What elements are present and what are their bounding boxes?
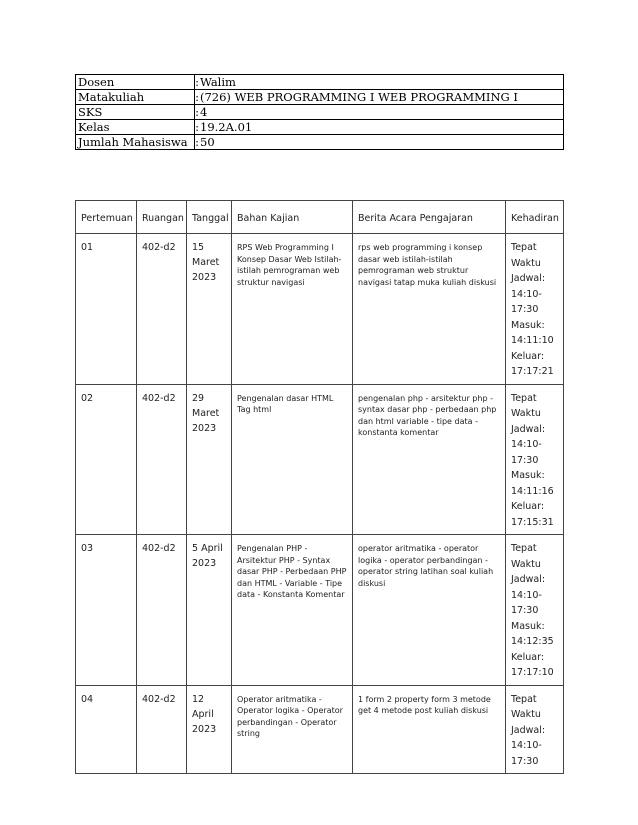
cell-tanggal: 15 Maret 2023 xyxy=(187,234,232,385)
dosen-value: Walim xyxy=(199,75,564,90)
cell-bahan-kajian: RPS Web Programming I Konsep Dasar Web Istilah-istilah pemrograman web struktur navigasi xyxy=(232,234,353,385)
kelas-row xyxy=(76,120,564,135)
table-row xyxy=(76,234,564,385)
table-row xyxy=(76,535,564,686)
sks-value: 4 xyxy=(199,105,564,120)
cell-berita-acara: 1 form 2 property form 3 metode get 4 metode post kuliah diskusi xyxy=(353,685,506,774)
cell-tanggal: 29 Maret 2023 xyxy=(187,384,232,535)
cell-pertemuan: 02 xyxy=(76,384,137,535)
matkul-value: (726) WEB PROGRAMMING I WEB PROGRAMMING I xyxy=(199,90,564,105)
table-header-row xyxy=(76,201,564,234)
sks-sep: : xyxy=(195,105,199,119)
cell-ruangan: 402-d2 xyxy=(137,384,187,535)
table-row xyxy=(76,685,564,774)
attendance-table xyxy=(75,200,564,774)
dosen-sep: : xyxy=(195,75,199,89)
cell-berita-acara: operator aritmatika - operator logika - operator perbandingan - operator string latihan soal kuliah diskusi xyxy=(353,535,506,686)
cell-ruangan: 402-d2 xyxy=(137,234,187,385)
cell-pertemuan: 01 xyxy=(76,234,137,385)
cell-tanggal: 12 April 2023 xyxy=(187,685,232,774)
cell-kehadiran: Tepat Waktu Jadwal: 14:10-17:30 Masuk: 14:11:10 Keluar: 17:17:21 xyxy=(506,234,564,385)
header-ruangan: Ruangan xyxy=(137,201,187,234)
cell-ruangan: 402-d2 xyxy=(137,685,187,774)
sks-label: SKS xyxy=(76,105,195,120)
cell-bahan-kajian: Pengenalan PHP - Arsitektur PHP - Syntax dasar PHP - Perbedaan PHP dan HTML - Variable - Tipe data - Konstanta Komentar xyxy=(232,535,353,686)
cell-kehadiran: Tepat Waktu Jadwal: 14:10-17:30 Masuk: 14:11:16 Keluar: 17:15:31 xyxy=(506,384,564,535)
dosen-label: Dosen xyxy=(76,75,195,90)
header-kehadiran: Kehadiran xyxy=(506,201,564,234)
header-tanggal: Tanggal xyxy=(187,201,232,234)
matkul-label: Matakuliah xyxy=(76,90,195,105)
matkul-row xyxy=(76,90,564,105)
cell-tanggal: 5 April 2023 xyxy=(187,535,232,686)
kelas-label: Kelas xyxy=(76,120,195,135)
cell-pertemuan: 04 xyxy=(76,685,137,774)
header-pertemuan: Pertemuan xyxy=(76,201,137,234)
sks-row xyxy=(76,105,564,120)
cell-bahan-kajian: Pengenalan dasar HTML Tag html xyxy=(232,384,353,535)
cell-kehadiran: Tepat Waktu Jadwal: 14:10-17:30 Masuk: 14:12:35 Keluar: 17:17:10 xyxy=(506,535,564,686)
kelas-sep: : xyxy=(195,120,199,134)
jumlah-row xyxy=(76,135,564,150)
cell-ruangan: 402-d2 xyxy=(137,535,187,686)
table-row xyxy=(76,384,564,535)
header-bahan-kajian: Bahan Kajian xyxy=(232,201,353,234)
cell-pertemuan: 03 xyxy=(76,535,137,686)
course-info-table xyxy=(75,74,564,150)
jumlah-value: 50 xyxy=(199,135,564,150)
dosen-row xyxy=(76,75,564,90)
cell-kehadiran: Tepat Waktu Jadwal: 14:10-17:30 xyxy=(506,685,564,774)
cell-bahan-kajian: Operator aritmatika - Operator logika - Operator perbandingan - Operator string xyxy=(232,685,353,774)
header-berita-acara: Berita Acara Pengajaran xyxy=(353,201,506,234)
jumlah-label: Jumlah Mahasiswa xyxy=(76,135,195,150)
cell-berita-acara: pengenalan php - arsitektur php - syntax dasar php - perbedaan php dan html variable - tipe data - konstanta komentar xyxy=(353,384,506,535)
kelas-value: 19.2A.01 xyxy=(199,120,564,135)
jumlah-sep: : xyxy=(195,135,199,149)
cell-berita-acara: rps web programming i konsep dasar web istilah-istilah pemrograman web struktur navigasi tatap muka kuliah diskusi xyxy=(353,234,506,385)
matkul-sep: : xyxy=(195,90,199,104)
